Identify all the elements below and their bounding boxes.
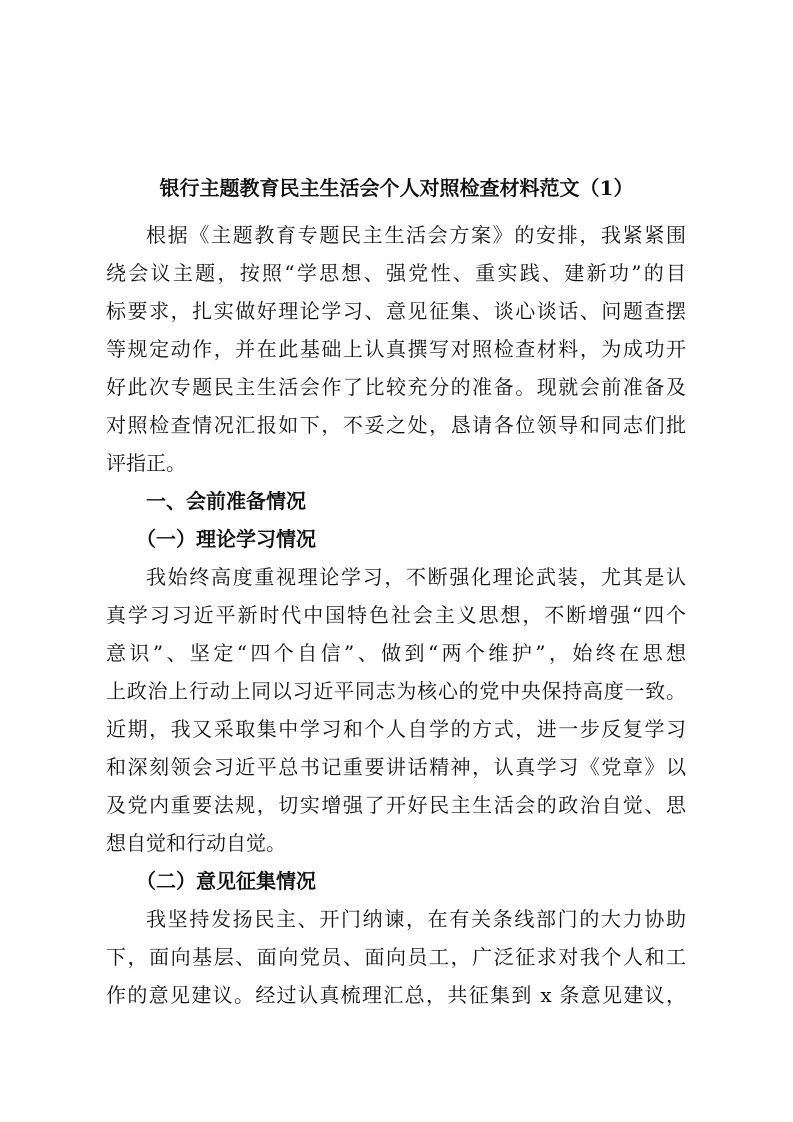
paragraph-line: 根据《主题教育专题民主生活会方案》的安排，我紧紧围 bbox=[146, 223, 686, 247]
paragraph-line: 想自觉和行动自觉。 bbox=[106, 831, 286, 855]
paragraph-line: 作的意见建议。经过认真梳理汇总，共征集到 x 条意见建议， bbox=[106, 983, 686, 1007]
paragraph-line: 近期，我又采取集中学习和个人自学的方式，进一步反复学习 bbox=[106, 717, 686, 741]
paragraph-line: 绕会议主题，按照“学思想、强党性、重实践、建新功”的目 bbox=[106, 261, 686, 285]
paragraph-line: 好此次专题民主生活会作了比较充分的准备。现就会前准备及 bbox=[106, 375, 686, 399]
section-heading: 一、会前准备情况 bbox=[146, 489, 306, 513]
subsection-heading: （二）意见征集情况 bbox=[136, 869, 316, 893]
paragraph-line: 及党内重要法规，切实增强了开好民主生活会的政治自觉、思 bbox=[106, 793, 686, 817]
paragraph-line: 我始终高度重视理论学习，不断强化理论武装，尤其是认 bbox=[146, 565, 686, 589]
paragraph-line: 等规定动作，并在此基础上认真撰写对照检查材料，为成功开 bbox=[106, 337, 686, 361]
paragraph-line: 上政治上行动上同以习近平同志为核心的党中央保持高度一致。 bbox=[106, 679, 686, 703]
paragraph-line: 意识”、坚定“四个自信”、做到“两个维护”，始终在思想 bbox=[106, 641, 686, 665]
document-title: 银行主题教育民主生活会个人对照检查材料范文（1） bbox=[159, 176, 634, 200]
paragraph-line: 真学习习近平新时代中国特色社会主义思想，不断增强“四个 bbox=[106, 603, 686, 627]
paragraph-line: 我坚持发扬民主、开门纳谏，在有关条线部门的大力协助 bbox=[146, 907, 686, 931]
subsection-heading: （一）理论学习情况 bbox=[136, 527, 316, 551]
paragraph-line: 和深刻领会习近平总书记重要讲话精神，认真学习《党章》以 bbox=[106, 755, 686, 779]
paragraph-line: 评指正。 bbox=[106, 451, 186, 475]
paragraph-line: 下，面向基层、面向党员、面向员工，广泛征求对我个人和工 bbox=[106, 945, 686, 969]
paragraph-line: 对照检查情况汇报如下，不妥之处，恳请各位领导和同志们批 bbox=[106, 413, 686, 437]
paragraph-line: 标要求，扎实做好理论学习、意见征集、谈心谈话、问题查摆 bbox=[106, 299, 686, 323]
